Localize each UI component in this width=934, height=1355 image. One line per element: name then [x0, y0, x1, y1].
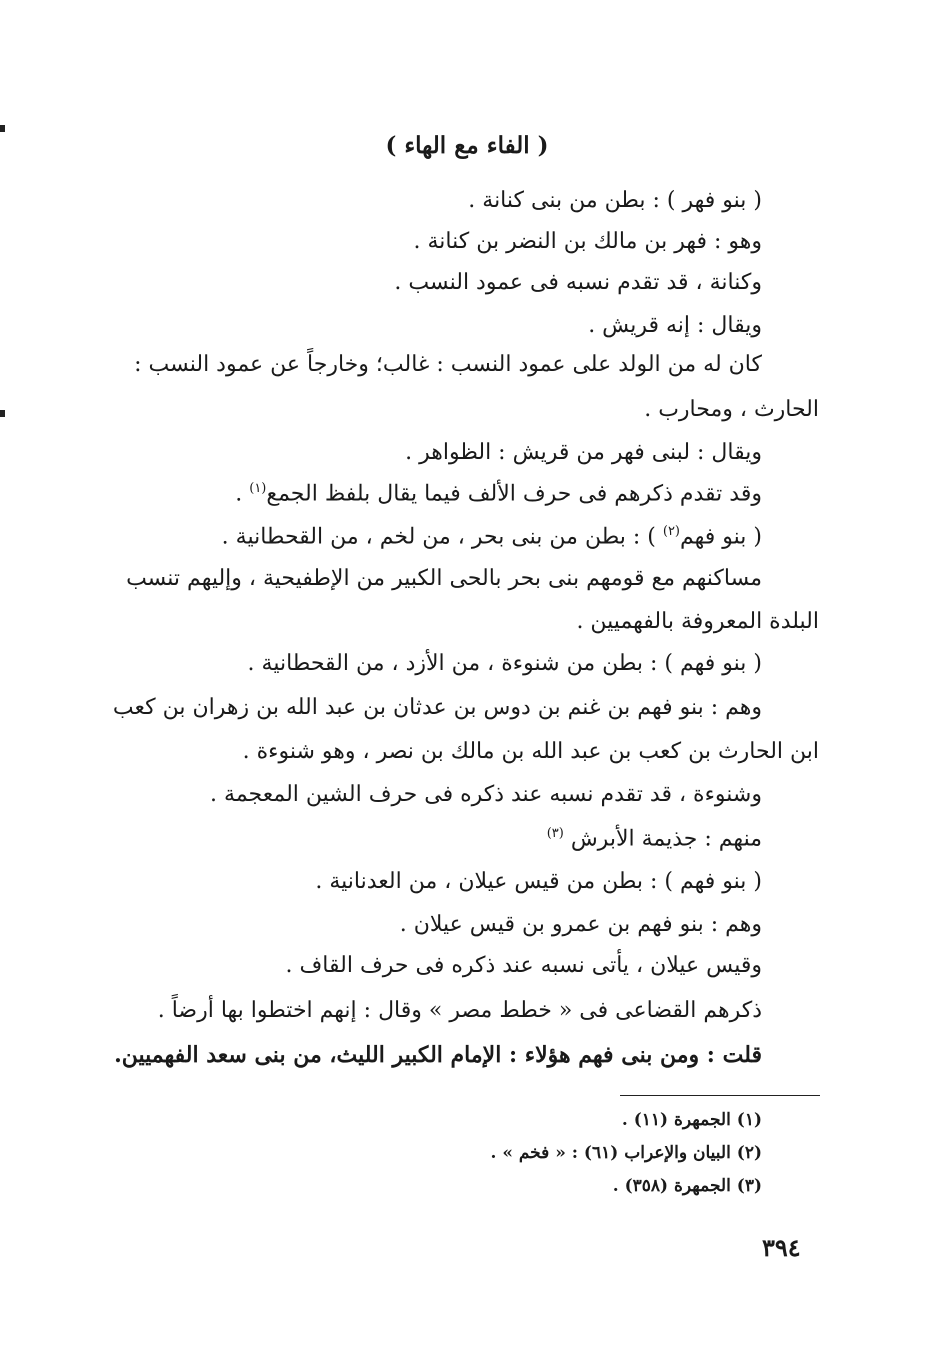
text-line: ويقال : لبنى فهر من قريش : الظواهر . [405, 440, 762, 465]
text-line: وكنانة ، قد تقدم نسبه فى عمود النسب . [394, 270, 762, 295]
text-line: ( بنو فهر ) : بطن من بنى كنانة . [468, 188, 762, 213]
text-segment: وقد تقدم ذكرهم فى حرف الألف فيما يقال بلفظ الجمع [266, 481, 762, 507]
footnote: (٣) الجمهرة (٣٥٨) . [612, 1176, 762, 1196]
text-line: وهم : بنو فهم بن عمرو بن قيس عيلان . [399, 912, 762, 937]
page-number: ٣٩٤ [762, 1233, 801, 1262]
text-line: كان له من الولد على عمود النسب : غالب؛ وخارجاً عن عمود النسب : [134, 352, 762, 377]
text-line: البلدة المعروفة بالفهميين . [576, 609, 819, 634]
footnote-divider [620, 1095, 820, 1096]
footnote: (٢) البيان والإعراب (٦١) : « فخم » . [490, 1143, 762, 1163]
scan-mark [0, 125, 5, 132]
scan-mark [0, 410, 5, 417]
footnote-ref: (٢) [662, 524, 680, 539]
section-heading: ( الفاء مع الهاء ) [385, 132, 549, 159]
text-line: وقيس عيلان ، يأتى نسبه عند ذكره فى حرف القاف . [285, 953, 762, 978]
text-line: وهم : بنو فهم بن غنم بن دوس بن عدثان بن عبد الله بن زهران بن كعب [112, 695, 762, 720]
footnote: (١) الجمهرة (١١) . [621, 1110, 762, 1130]
text-line [222, 524, 762, 549]
footnote-ref: (٣) [546, 826, 564, 841]
text-line [235, 481, 762, 506]
text-line: قلت : ومن بنى فهم هؤلاء : الإمام الكبير الليث، من بنى سعد الفهميين. [114, 1042, 762, 1068]
text-segment: منهم : جذيمة الأبرش [570, 826, 762, 852]
text-line: ( بنو فهم ) : بطن من شنوءة ، من الأزد ، من القحطانية . [247, 651, 762, 676]
footnote-ref: (١) [249, 481, 267, 496]
text-line [547, 826, 762, 851]
text-line: الحارث ، ومحارب . [644, 397, 819, 422]
text-line: ذكرهم القضاعى فى « خطط مصر » وقال : إنهم اختطوا بها أرضاً . [157, 998, 762, 1023]
text-line: مساكنهم مع قومهم بنى بحر بالحى الكبير من الإطفيحية ، وإليهم تنسب [126, 566, 762, 591]
text-segment: ) : بطن من بنى بحر ، من لخم ، من القحطانية . [221, 524, 656, 550]
text-line: وهو : فهر بن مالك بن النضر بن كنانة . [413, 229, 762, 254]
text-segment: ( بنو فهم [680, 524, 762, 550]
text-segment: . [235, 481, 250, 507]
text-line: وشنوءة ، قد تقدم نسبه عند ذكره فى حرف الشين المعجمة . [210, 782, 762, 807]
text-line: ابن الحارث بن كعب بن عبد الله بن مالك بن نصر ، وهو شنوءة . [242, 739, 819, 764]
text-line: ويقال : إنه قريش . [588, 313, 762, 338]
text-line: ( بنو فهم ) : بطن من قيس عيلان ، من العدنانية . [315, 869, 762, 894]
